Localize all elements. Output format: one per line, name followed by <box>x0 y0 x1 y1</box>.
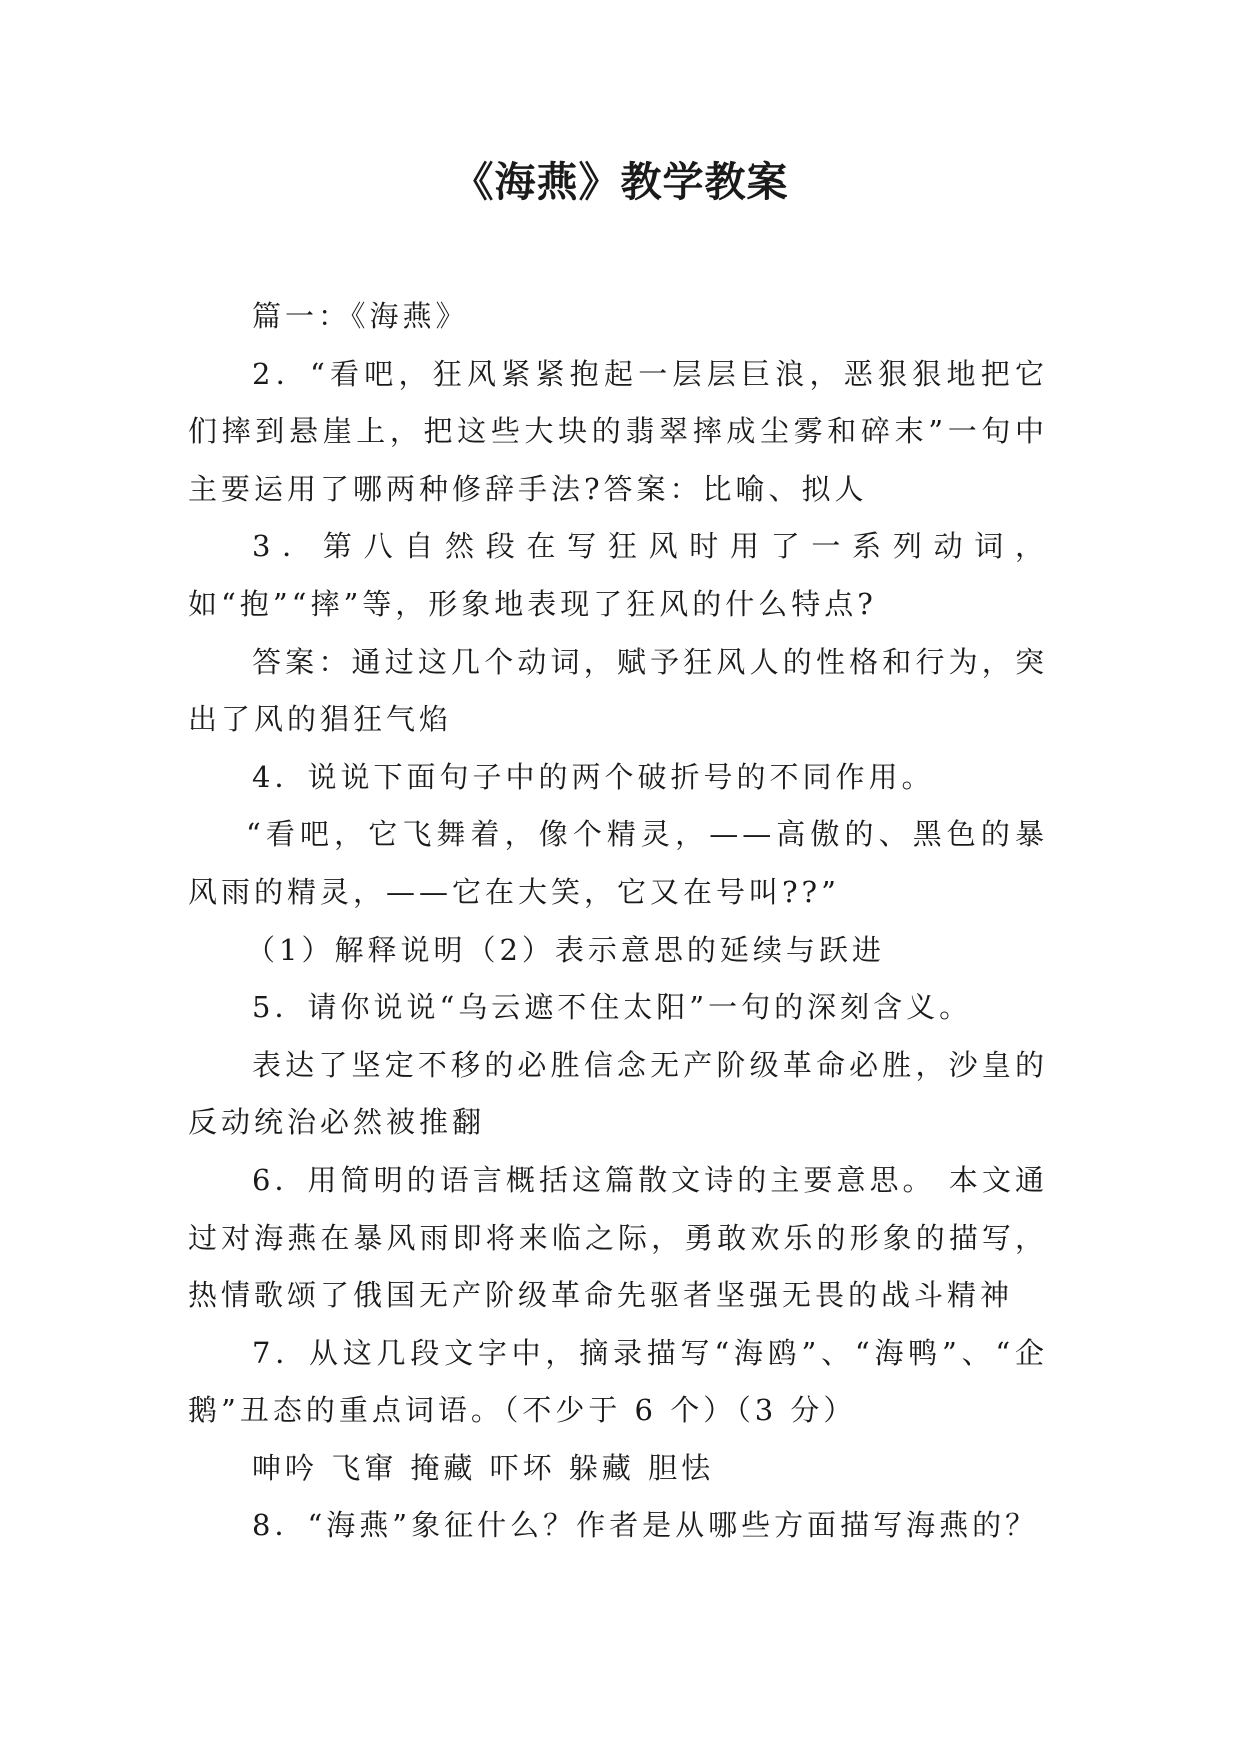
document-body <box>188 288 1048 1555</box>
paragraph-question-7: 7．从这几段文字中，摘录描写“海鸥”、“海鸭”、“企鹅”丑态的重点词语。（不少于 6 个）（3 分） <box>188 1335 1048 1428</box>
paragraph-answer-7: 呻吟 飞窜 掩藏 吓坏 躲藏 胆怯 <box>252 1450 715 1485</box>
paragraph-question-2: 2．“看吧，狂风紧紧抱起一层层巨浪，恶狠狠地把它们摔到悬崖上，把这些大块的翡翠摔成尘雾和碎末”一句中主要运用了哪两种修辞手法?答案：比喻、拟人 <box>188 356 1048 506</box>
paragraph-answer-5: 表达了坚定不移的必胜信念无产阶级革命必胜，沙皇的反动统治必然被推翻 <box>188 1047 1048 1140</box>
paragraph-answer-4: （1）解释说明（2）表示意思的延续与跃进 <box>246 932 885 967</box>
paragraph-question-5: 5．请你说说“乌云遮不住太阳”一句的深刻含义。 <box>252 990 973 1025</box>
paragraph-question-3: 3．第八自然段在写狂风时用了一系列动词，如“抱”“摔”等，形象地表现了狂风的什么特点? <box>188 529 1048 621</box>
paragraph-answer-3: 答案：通过这几个动词，赋予狂风人的性格和行为，突出了风的猖狂气焰 <box>188 644 1048 737</box>
document-title: 《海燕》教学教案 <box>452 158 789 206</box>
paragraph-question-6: 6．用简明的语言概括这篇散文诗的主要意思。 本文通过对海燕在暴风雨即将来临之际，勇敢欢乐的形象的描写，热情歌颂了俄国无产阶级革命先驱者坚强无畏的战斗精神 <box>188 1162 1048 1313</box>
section-heading: 篇一：《海燕》 <box>252 299 469 333</box>
paragraph-quote-4: “看吧，它飞舞着，像个精灵，——高傲的、黑色的暴风雨的精灵，——它在大笑，它又在号叫??” <box>188 817 1048 909</box>
paragraph-question-8: 8．“海燕”象征什么？作者是从哪些方面描写海燕的？ <box>252 1508 1039 1543</box>
paragraph-question-4: 4．说说下面句子中的两个破折号的不同作用。 <box>252 759 935 794</box>
